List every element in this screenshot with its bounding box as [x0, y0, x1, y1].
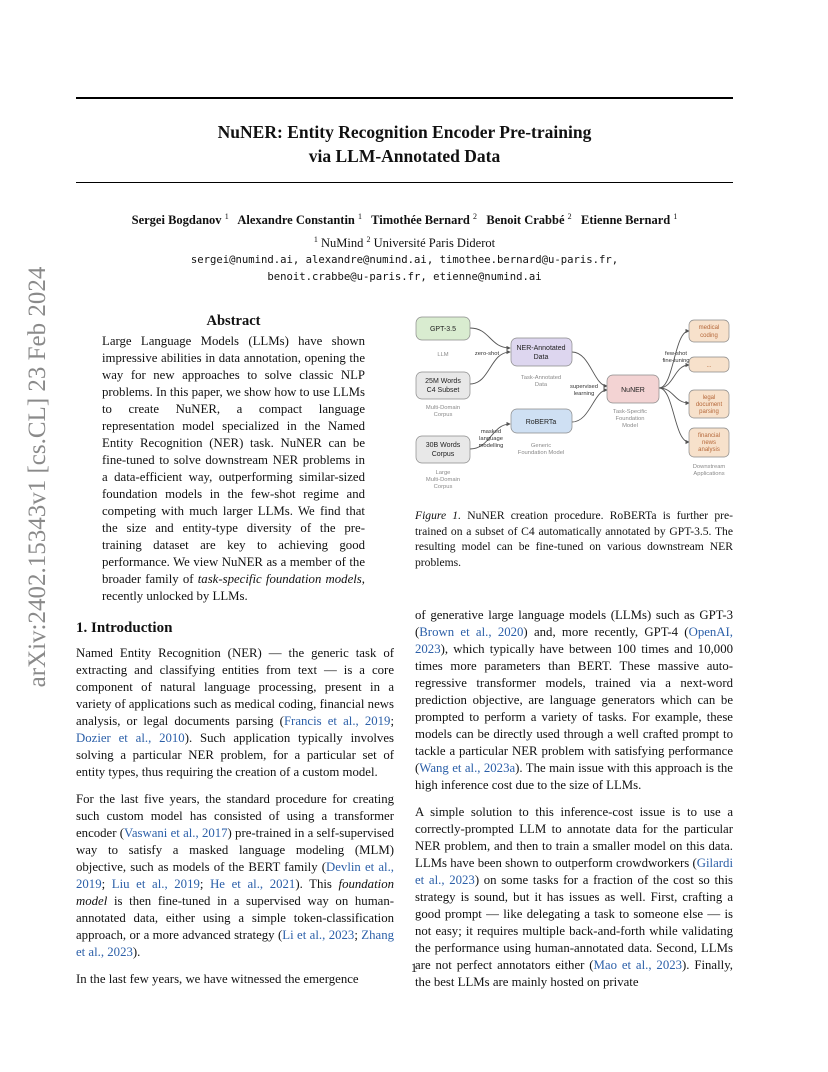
body-text: ;	[390, 714, 394, 728]
author: Alexandre Constantin $^1$	[237, 212, 362, 228]
body-text: ), which typically have between 100 times and 10,000 times more parameters than BERT. These massive auto-regressive transformer models, trained via a next-word prediction objective, are language generators which can be prompted to perform a variety of tasks. For example, these models can be directly used through a well crafted prompt to tackle a particular NER problem with satisfying performance (	[415, 642, 733, 775]
right-column	[415, 607, 733, 1001]
supervised-label-1: supervised	[569, 384, 599, 390]
citation-link[interactable]: Liu et al., 2019	[111, 877, 200, 891]
citation-link[interactable]: Vaswani et al., 2017	[124, 826, 228, 840]
top-rule	[76, 97, 733, 99]
body-text: Named Entity Recognition (NER) — the generic task of extracting and classifying entities from text — is a core component of natural language processing, present in a variety of applications such as medical coding, financial news analysis, or legal documents parsing (	[76, 646, 394, 728]
affiliations: $^1$ NuMind $^2$ Université Paris Diderot	[313, 235, 496, 251]
generic-caption-1: Generic	[530, 443, 552, 449]
body-text: ) and, more recently, GPT-4 (	[523, 625, 689, 639]
citation-link[interactable]: Francis et al., 2019	[283, 714, 391, 728]
nuner-label: NuNER	[621, 387, 645, 394]
large-caption-2: Multi-Domain	[425, 477, 461, 483]
figure-1-caption: Figure 1. NuNER creation procedure. RoBERTa is further pre-trained on a subset of C4 automatically annotated by GPT-3.5. The resulting model can be fine-tuned on various downstream NER problems.	[415, 509, 734, 569]
masked-label-1: masked	[480, 429, 502, 435]
downstream-caption-2: Applications	[693, 471, 725, 477]
paper-title	[76, 120, 733, 168]
intro-paragraph-2	[76, 791, 394, 961]
fewshot-label-2: fine-tuning	[662, 358, 690, 364]
roberta-label: RoBERTa	[525, 419, 557, 426]
ner-label-1: NER-Annotated	[516, 345, 566, 352]
section-heading-introduction: 1. Introduction	[76, 620, 173, 636]
body-text: In the last few years, we have witnessed the emergence	[76, 972, 359, 986]
generic-caption-2: Foundation Model	[517, 450, 565, 456]
task-specific-caption-3: Model	[622, 423, 638, 429]
intro-paragraph-1	[76, 645, 394, 781]
financial-label-3: analysis	[698, 447, 720, 453]
author: Sergei Bogdanov $^1$	[131, 212, 229, 228]
citation-link[interactable]: Zhang et al., 2023	[76, 928, 394, 959]
c4-label-1: 25M Words	[425, 378, 461, 385]
task-specific-caption-1: Task-Specific	[612, 409, 648, 415]
ner-label-2: Data	[533, 354, 549, 361]
corpus30-label-1: 30B Words	[425, 442, 461, 449]
task-annotated-caption-1: Task-Annotated	[520, 375, 562, 381]
body-text: ). The main issue with this approach is the high inference cost due to the size of LLMs.	[415, 761, 733, 792]
task-annotated-caption-2: Data	[534, 382, 548, 388]
emphasis-text: foundation model	[76, 877, 394, 908]
email-line-1: sergei@numind.ai, alexandre@numind.ai, timothee.bernard@u-paris.fr,	[190, 254, 619, 266]
title-line-2: via LLM-Annotated Data	[308, 146, 501, 166]
body-text: ). Such application typically involves solving a particular NER problem, for a particular set of entity types, thus requiring the creation of a custom model.	[76, 731, 394, 779]
figure-1-diagram	[412, 306, 738, 498]
citation-link[interactable]: Brown et al., 2020	[419, 625, 524, 639]
body-text: ;	[354, 928, 362, 942]
corpus30-label-2: Corpus	[431, 451, 455, 458]
masked-label-3: modelling	[478, 443, 504, 449]
citation-link[interactable]: Gilardi et al., 2023	[415, 856, 733, 887]
intro-paragraph-4	[415, 607, 733, 794]
task-specific-caption-2: Foundation	[615, 416, 645, 422]
arxiv-stamp: arXiv:2402.15343v1 [cs.CL] 23 Feb 2024	[24, 266, 51, 688]
citation-link[interactable]: He et al., 2021	[210, 877, 296, 891]
supervised-label-2: learning	[573, 391, 595, 397]
legal-label-3: parsing	[699, 409, 719, 415]
body-text: of generative large language models (LLMs) such as GPT-3 (	[415, 608, 733, 639]
ellipsis-label: ...	[706, 363, 712, 369]
citation-link[interactable]: Mao et al., 2023	[593, 958, 683, 972]
financial-label-2: news	[701, 440, 717, 446]
masked-label-2: language	[479, 436, 503, 442]
citation-link[interactable]: OpenAI, 2023	[415, 625, 733, 656]
body-text: For the last five years, the standard procedure for creating such custom model has consisted of using a transformer encoder (	[76, 792, 394, 840]
author: Benoit Crabbé $^2$	[486, 212, 572, 228]
financial-label-1: financial	[697, 433, 721, 439]
body-text: ;	[199, 877, 211, 891]
body-text: ) pre-trained in a self-supervised way to satisfy a masked language modeling (MLM) objective, such as models of the BERT family (	[76, 826, 394, 874]
legal-label-1: legal	[702, 395, 716, 401]
citation-link[interactable]: Wang et al., 2023a	[419, 761, 516, 775]
ner-annotated-data-box	[511, 338, 572, 366]
gpt35-label: GPT-3.5	[429, 326, 457, 333]
corpus-30b-box	[416, 436, 470, 463]
legal-label-2: document	[695, 402, 723, 408]
abstract-heading: Abstract	[206, 313, 261, 329]
multi-caption-2: Corpus	[433, 412, 453, 418]
abstract-text: Large Language Models (LLMs) have shown impressive abilities in data annotation, opening the way for new approaches to solve classic NLP problems. In this paper, we show how to use LLMs to create NuNER, a compact language representation model specialized in the Named Entity Recognition (NER) task. NuNER can be fine-tuned to solve downstream NER problems in a data-efficient way, outperforming similar-sized foundation models in the few-shot regime and competing with much larger LLMs. We find that the size and entity-type diversity of the pre-training dataset are key to achieving good performance. We view NuNER as a member of the broader family of task-specific foundation models, recently unlocked by LLMs.	[102, 334, 365, 603]
zero-shot-label: zero-shot	[474, 351, 500, 357]
page-number: 1	[410, 961, 418, 975]
large-caption-3: Corpus	[433, 484, 453, 490]
title-bottom-rule	[76, 182, 733, 183]
medical-label-2: coding	[700, 333, 718, 339]
large-caption-1: Large	[435, 470, 451, 476]
author: Timothée Bernard $^2$	[371, 212, 477, 228]
author-list	[76, 212, 733, 228]
body-text: ) on some tasks for a fraction of the cost so this strategy is sound, but it has issues as well. First, crafting a good prompt — like delegating a task to someone else — is not easy; it requires multiple back-and-forth while validating the performance using human-annotated data. Second, LLMs are not perfect annotators either (	[415, 873, 733, 972]
downstream-caption-1: Downstream	[692, 464, 726, 470]
left-column	[76, 645, 394, 998]
title-line-1: NuNER: Entity Recognition Encoder Pre-training	[217, 122, 592, 142]
c4-subset-box	[416, 372, 470, 399]
author: Etienne Bernard $^1$	[581, 212, 678, 228]
fewshot-label-1: few-shot	[665, 351, 687, 357]
c4-label-2: C4 Subset	[426, 387, 460, 394]
llm-caption: LLM	[437, 352, 449, 358]
body-text: ).	[132, 945, 141, 959]
medical-label-1: medical	[698, 325, 720, 331]
citation-link[interactable]: Devlin et al., 2019	[76, 860, 394, 891]
body-text: ;	[101, 877, 112, 891]
body-text: ). Finally, the best LLMs are mainly hosted on private	[415, 958, 733, 989]
body-text: is then fine-tuned in a supervised way on human-annotated data, either using a simple token-classification approach, or a more advanced strategy (	[76, 894, 394, 942]
email-line-2: benoit.crabbe@u-paris.fr, etienne@numind.ai	[267, 271, 542, 283]
body-text: ). This	[295, 877, 339, 891]
body-text: A simple solution to this inference-cost issue is to use a correctly-prompted LLM to annotate data for the particular NER problem, and then to train a smaller model on this data. LLMs have been shown to outperform crowdworkers (	[415, 805, 733, 870]
citation-link[interactable]: Dozier et al., 2010	[76, 731, 185, 745]
multi-caption-1: Multi-Domain	[425, 405, 461, 411]
citation-link[interactable]: Li et al., 2023	[282, 928, 355, 942]
